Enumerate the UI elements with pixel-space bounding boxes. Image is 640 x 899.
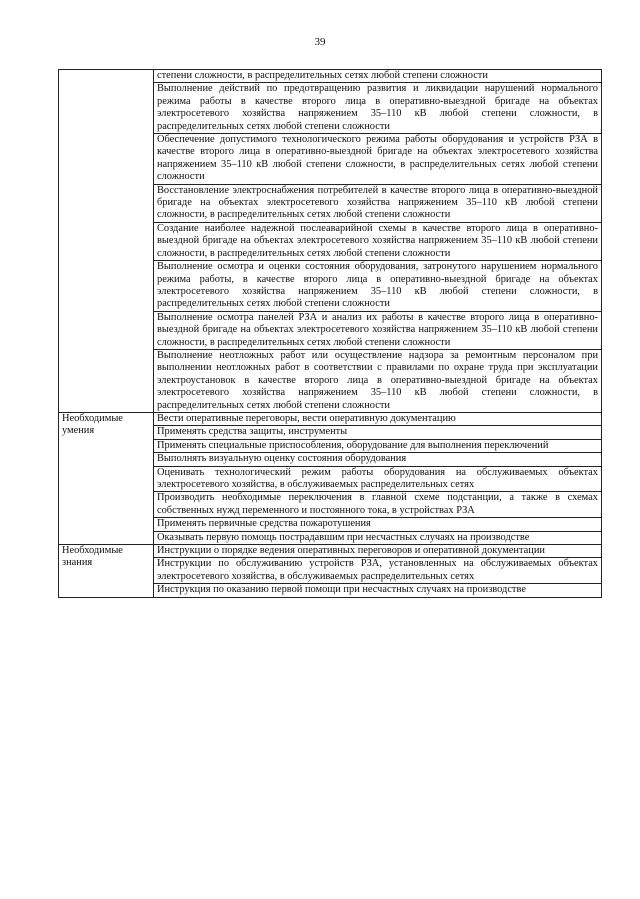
requirement-item: Применять первичные средства пожаротушения (154, 518, 602, 531)
table-row (59, 545, 602, 558)
requirement-item: Выполнение осмотра панелей РЗА и анализ их работы в качестве второго лица в оперативно-выездной бригаде на объектах электросетевого хозяйства напряжением 35–110 кВ любой степени сложности, в распределительных сетях любой степени сложности (154, 311, 602, 349)
requirement-item: Инструкции по обслуживанию устройств РЗА, установленных на обслуживаемых объектах электросетевого хозяйства, в обслуживаемых распределительных сетях (154, 558, 602, 584)
section-label: Необходимые умения (59, 412, 154, 544)
requirement-item: степени сложности, в распределительных сетях любой степени сложности (154, 70, 602, 83)
table-row (59, 70, 602, 83)
requirement-item: Выполнение неотложных работ или осуществление надзора за ремонтным персоналом при выполнении неотложных работ в соответствии с правилами по охране труда при эксплуатации электроустановок в качестве второго лица в оперативно-выездной бригаде на объектах электросетевого хозяйства напряжением 35–110 кВ любой степени сложности, в распределительных сетях любой степени сложности (154, 349, 602, 412)
requirement-item: Создание наиболее надежной послеаварийной схемы в качестве второго лица в оперативно-выездной бригаде на объектах электросетевого хозяйства напряжением 35–110 кВ любой степени сложности, в распределительных сетях любой степени сложности (154, 222, 602, 260)
requirement-item: Инструкции о порядке ведения оперативных переговоров и оперативной документации (154, 545, 602, 558)
section-label: Необходимые знания (59, 545, 154, 598)
requirement-item: Выполнять визуальную оценку состояния оборудования (154, 453, 602, 466)
table-row (59, 412, 602, 425)
requirement-item: Оценивать технологический режим работы оборудования на обслуживаемых объектах электросетевого хозяйства, в обслуживаемых распределительных сетях (154, 466, 602, 492)
requirement-item: Применять средства защиты, инструменты (154, 426, 602, 439)
requirement-item: Производить необходимые переключения в главной схеме подстанции, а также в схемах собственных нужд переменного и постоянного тока, в устройствах РЗА (154, 492, 602, 518)
table-body (59, 70, 602, 598)
requirement-item: Инструкция по оказанию первой помощи при несчастных случаях на производстве (154, 584, 602, 597)
requirement-item: Оказывать первую помощь пострадавшим при несчастных случаях на производстве (154, 531, 602, 544)
requirement-item: Вести оперативные переговоры, вести оперативную документацию (154, 412, 602, 425)
requirement-item: Восстановление электроснабжения потребителей в качестве второго лица в оперативно-выездной бригаде на объектах электросетевого хозяйства напряжением 35–110 кВ любой степени сложности, в распределительных сетях любой степени сложности (154, 184, 602, 222)
requirement-item: Выполнение осмотра и оценки состояния оборудования, затронутого нарушением нормального режима работы, в качестве второго лица в оперативно-выездной бригаде на объектах электросетевого хозяйства напряжением 35–110 кВ любой степени сложности, в распределительных сетях любой степени сложности (154, 261, 602, 312)
requirement-item: Обеспечение допустимого технологического режима работы оборудования и устройств РЗА в качестве второго лица в оперативно-выездной бригаде на объектах электросетевого хозяйства напряжением 35–110 кВ любой степени сложности, в распределительных сетях любой степени сложности (154, 134, 602, 185)
requirement-item: Применять специальные приспособления, оборудование для выполнения переключений (154, 439, 602, 452)
page-number: 39 (314, 36, 326, 48)
requirement-item: Выполнение действий по предотвращению развития и ликвидации нарушений нормального режима работы в качестве второго лица в оперативно-выездной бригаде на объектах электросетевого хозяйства напряжением 35–110 кВ любой степени сложности, в распределительных сетях любой степени сложности (154, 83, 602, 134)
requirements-table (58, 69, 602, 598)
section-label (59, 70, 154, 413)
